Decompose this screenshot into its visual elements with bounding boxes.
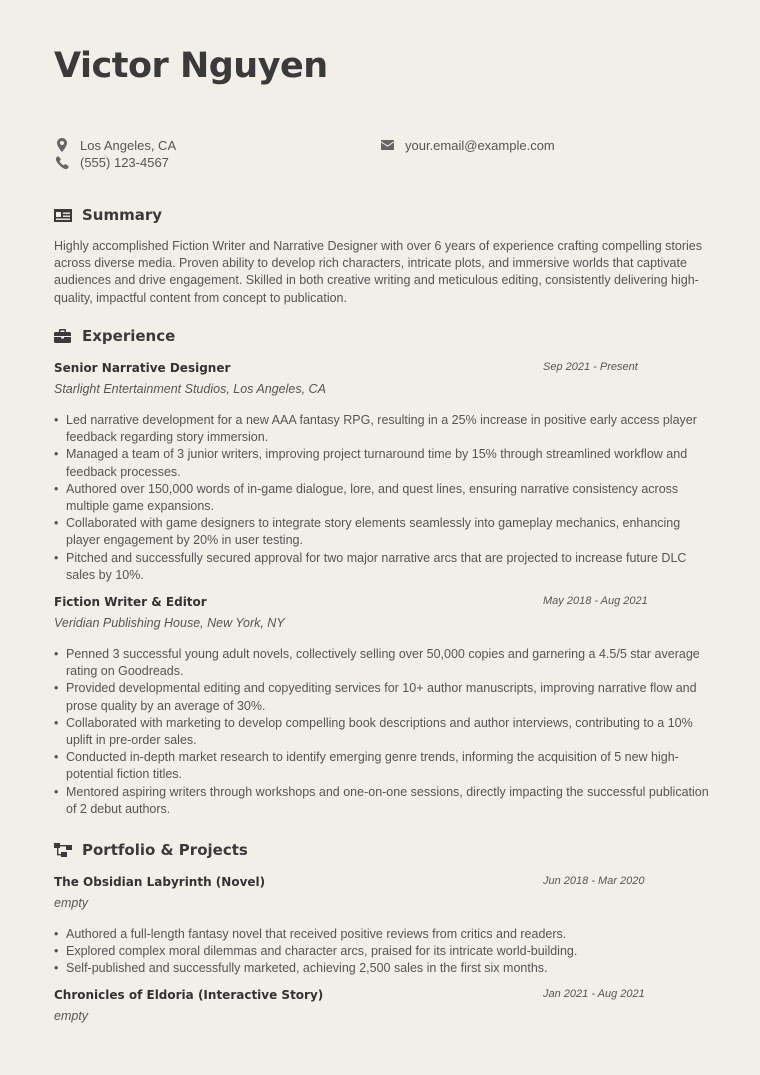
email-text[interactable]: your.email@example.com xyxy=(405,137,555,153)
job-bullets-1 xyxy=(54,412,709,584)
job-company-2: Veridian Publishing House, New York, NY xyxy=(54,616,285,630)
summary-text: Highly accomplished Fiction Writer and Narrative Designer with over 6 years of experience crafting compelling stories across diverse media. Proven ability to develop rich characters, intricate plots, and immersive worlds that captivate audiences and drive engagement. Skilled in both creative writing and meticulous editing, consistently delivering high-quality, impactful content from concept to publication. xyxy=(54,239,702,305)
list-item: • Conducted in-depth market research to identify emerging genre trends, informing the acquisition of 5 new high-potential fiction titles. xyxy=(54,749,709,783)
email-row[interactable] xyxy=(379,136,555,154)
list-item: • Mentored aspiring writers through workshops and one-on-one sessions, directly impacting the successful publication of 2 debut authors. xyxy=(54,784,709,818)
project-subtitle-1: empty xyxy=(54,896,89,910)
job-bullets-2 xyxy=(54,646,709,818)
list-item: • Provided developmental editing and copyediting services for 10+ author manuscripts, improving narrative flow and prose quality by an average of 30%. xyxy=(54,680,709,714)
job-date-1: Sep 2021 - Present xyxy=(543,361,638,373)
list-item: • Collaborated with marketing to develop compelling book descriptions and author interviews, contributing to a 10% uplift in pre-order sales. xyxy=(54,715,709,749)
summary-title: Summary xyxy=(82,206,163,224)
job-date-2: May 2018 - Aug 2021 xyxy=(543,595,648,607)
project-date-2: Jan 2021 - Aug 2021 xyxy=(543,988,645,1000)
list-item: • Led narrative development for a new AAA fantasy RPG, resulting in a 25% increase in positive early access player feedback regarding story immersion. xyxy=(54,412,709,446)
phone-row xyxy=(54,153,169,171)
summary-heading xyxy=(54,206,162,224)
project-subtitle-2: empty xyxy=(54,1009,89,1023)
experience-heading xyxy=(54,327,175,345)
phone-icon xyxy=(54,155,70,169)
projects-heading xyxy=(54,841,248,859)
diagram-icon xyxy=(54,842,74,858)
candidate-name: Victor Nguyen xyxy=(54,46,328,86)
briefcase-icon xyxy=(54,328,74,344)
list-item: • Managed a team of 3 junior writers, improving project turnaround time by 15% through streamlined workflow and feedback processes. xyxy=(54,446,709,480)
project-bullets-1 xyxy=(54,926,709,978)
project-title-2: Chronicles of Eldoria (Interactive Story) xyxy=(54,988,324,1002)
list-item: • Pitched and successfully secured approval for two major narrative arcs that are projected to increase future DLC sales by 10%. xyxy=(54,550,709,584)
id-card-icon xyxy=(54,207,74,223)
job-title-1: Senior Narrative Designer xyxy=(54,361,231,375)
list-item: • Self-published and successfully marketed, achieving 2,500 sales in the first six months. xyxy=(54,960,709,977)
job-company-1: Starlight Entertainment Studios, Los Angeles, CA xyxy=(54,382,326,396)
list-item: • Collaborated with game designers to integrate story elements seamlessly into gameplay mechanics, enhancing player engagement by 20% in user testing. xyxy=(54,515,709,549)
experience-title: Experience xyxy=(82,327,176,345)
list-item: • Authored a full-length fantasy novel that received positive reviews from critics and readers. xyxy=(54,926,709,943)
phone-text: (555) 123-4567 xyxy=(80,154,169,170)
job-title-2: Fiction Writer & Editor xyxy=(54,595,207,609)
location-row xyxy=(54,136,176,154)
project-date-1: Jun 2018 - Mar 2020 xyxy=(543,875,645,887)
map-pin-icon xyxy=(54,138,70,152)
envelope-icon xyxy=(379,138,395,152)
project-title-1: The Obsidian Labyrinth (Novel) xyxy=(54,875,266,889)
list-item: • Penned 3 successful young adult novels, collectively selling over 50,000 copies and garnering a 4.5/5 star average rating on Goodreads. xyxy=(54,646,709,680)
list-item: • Explored complex moral dilemmas and character arcs, praised for its intricate world-building. xyxy=(54,943,709,960)
projects-title: Portfolio & Projects xyxy=(82,841,248,859)
list-item: • Authored over 150,000 words of in-game dialogue, lore, and quest lines, ensuring narrative consistency across multiple game expansions. xyxy=(54,481,709,515)
location-text: Los Angeles, CA xyxy=(80,137,177,153)
